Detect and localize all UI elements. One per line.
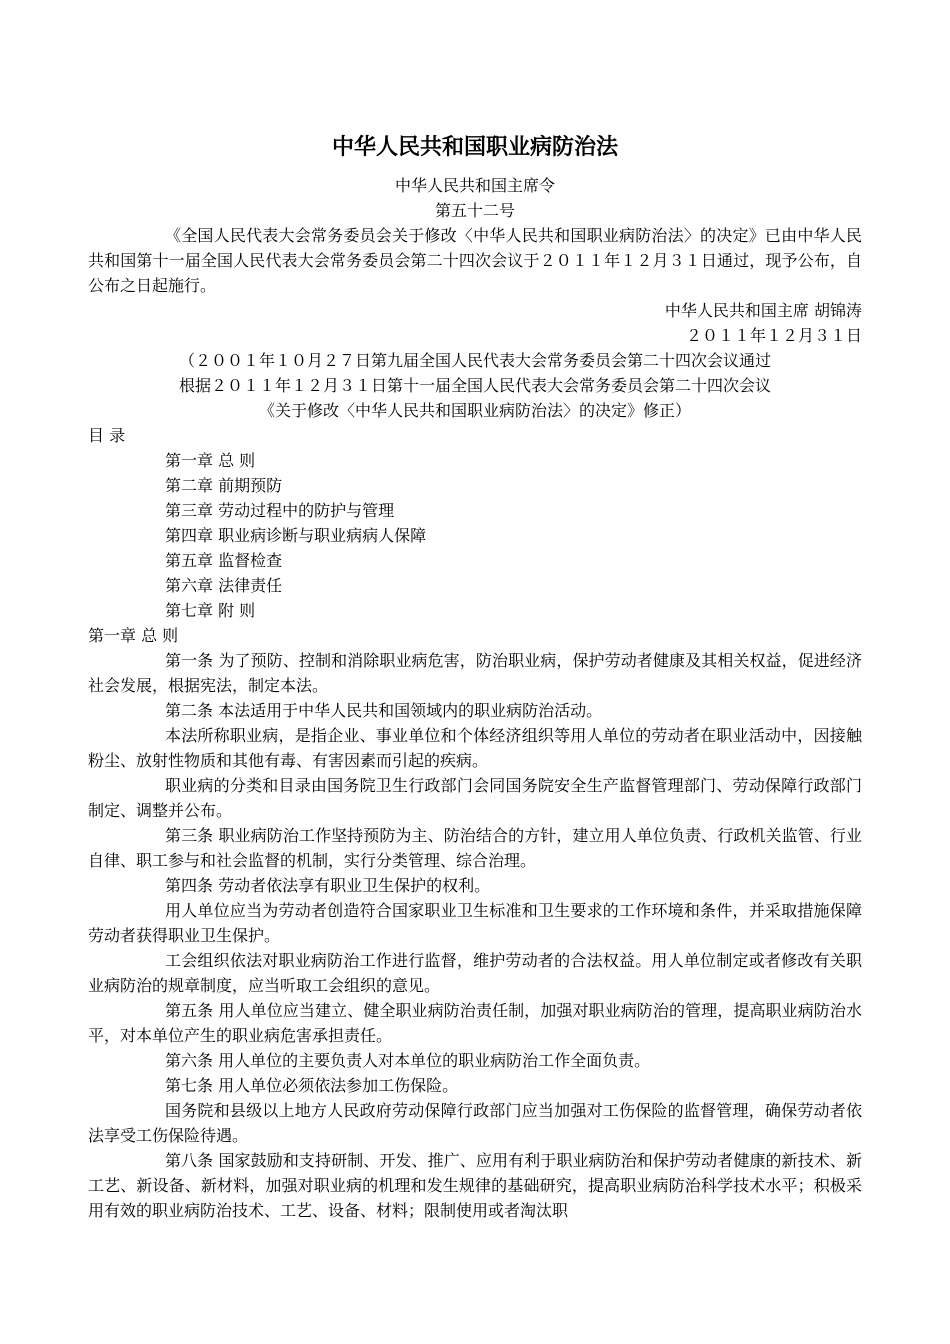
signatory: 中华人民共和国主席 胡锦涛 [664,301,862,320]
article-paragraph: 职业病的分类和目录由国务院卫生行政部门会同国务院安全生产监督管理部门、劳动保障行政部门制定、调整并公布。 [88,776,862,820]
adoption-line: （２００１年１０月２７日第九届全国人民代表大会常务委员会第二十四次会议通过 [178,351,771,370]
document-title: 中华人民共和国职业病防治法 [331,135,618,160]
article-paragraph: 第七条 用人单位必须依法参加工伤保险。 [165,1076,459,1095]
chapter-body [88,648,862,1223]
toc-heading: 目 录 [88,426,126,445]
article-paragraph: 第四条 劳动者依法享有职业卫生保护的权利。 [165,876,491,895]
article-paragraph: 第一条 为了预防、控制和消除职业病危害，防治职业病，保护劳动者健康及其相关权益，促进经济社会发展，根据宪法，制定本法。 [88,651,862,695]
sign-date: ２０１１年１２月３１日 [685,326,862,345]
article-paragraph: 第二条 本法适用于中华人民共和国领域内的职业病防治活动。 [165,701,603,720]
order-issuer: 中华人民共和国主席令 [394,176,555,195]
article-paragraph: 本法所称职业病，是指企业、事业单位和个体经济组织等用人单位的劳动者在职业活动中，因接触粉尘、放射性物质和其他有毒、有害因素而引起的疾病。 [88,726,862,770]
order-number: 第五十二号 [434,201,515,220]
toc-item: 第五章 监督检查 [165,551,283,570]
article-paragraph: 国务院和县级以上地方人民政府劳动保障行政部门应当加强对工伤保险的监督管理，确保劳动者依法享受工伤保险待遇。 [88,1101,862,1145]
article-paragraph: 第五条 用人单位应当建立、健全职业病防治责任制，加强对职业病防治的管理，提高职业病防治水平，对本单位产生的职业病危害承担责任。 [88,1001,862,1045]
article-paragraph: 用人单位应当为劳动者创造符合国家职业卫生标准和卫生要求的工作环境和条件，并采取措施保障劳动者获得职业卫生保护。 [88,901,862,945]
intro-paragraph: 《全国人民代表大会常务委员会关于修改〈中华人民共和国职业病防治法〉的决定》已由中华人民共和国第十一届全国人民代表大会常务委员会第二十四次会议于２０１１年１２月３１日通过，现予公布，自公布之日起施行。 [88,226,862,295]
table-of-contents [88,448,862,623]
article-paragraph: 第三条 职业病防治工作坚持预防为主、防治结合的方针，建立用人单位负责、行政机关监管、行业自律、职工参与和社会监督的机制，实行分类管理、综合治理。 [88,826,862,870]
article-paragraph: 工会组织依法对职业病防治工作进行监督，维护劳动者的合法权益。用人单位制定或者修改有关职业病防治的规章制度，应当听取工会组织的意见。 [88,951,862,995]
article-paragraph: 第六条 用人单位的主要负责人对本单位的职业病防治工作全面负责。 [165,1051,651,1070]
adoption-line: 《关于修改〈中华人民共和国职业病防治法〉的决定》修正） [258,401,691,420]
toc-item: 第六章 法律责任 [165,576,283,595]
toc-item: 第三章 劳动过程中的防护与管理 [165,501,395,520]
adoption-line: 根据２０１１年１２月３１日第十一届全国人民代表大会常务委员会第二十四次会议 [178,376,771,395]
toc-item: 第四章 职业病诊断与职业病病人保障 [165,526,427,545]
toc-item: 第二章 前期预防 [165,476,283,495]
document-page [88,133,862,1223]
toc-item: 第七章 附 则 [165,601,256,620]
toc-item: 第一章 总 则 [165,451,256,470]
article-paragraph: 第八条 国家鼓励和支持研制、开发、推广、应用有利于职业病防治和保护劳动者健康的新技术、新工艺、新设备、新材料，加强对职业病的机理和发生规律的基础研究，提高职业病防治科学技术水平；积极采用有效的职业病防治技术、工艺、设备、材料；限制使用或者淘汰职 [88,1151,862,1220]
chapter-heading: 第一章 总 则 [88,626,179,645]
